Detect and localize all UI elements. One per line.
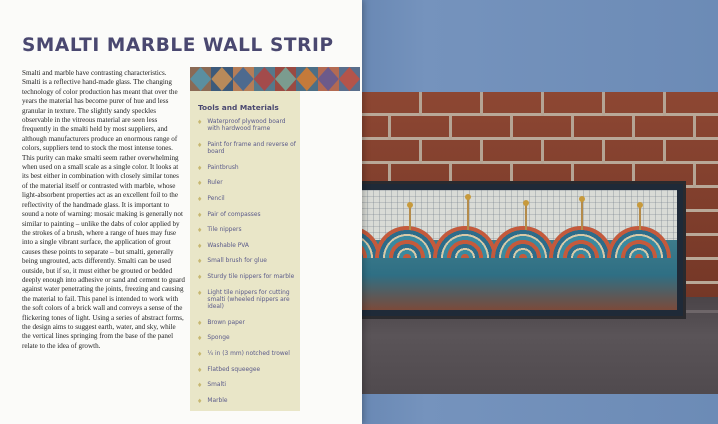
diamond-tile: [190, 67, 211, 91]
diamond-bullet-icon: ♦: [197, 289, 203, 297]
mosaic-bulb: [523, 200, 529, 206]
diamond-bullet-icon: ♦: [197, 319, 203, 327]
diamond-bullet-icon: ♦: [197, 273, 203, 281]
tool-item: [197, 258, 297, 265]
mosaic-bulb: [579, 196, 585, 202]
tool-item-label: Small brush for glue: [207, 258, 267, 265]
body-paragraph: Smalti and marble have contrasting characteristics. Smalti is a reflective hand-made glass. The changing technology of color production has meant that over the years the material has become purer of hue and less granular in texture. The slightly sandy speckles observable in the vitreous material are seen less frequently in the smalti held by most suppliers, and although manufacturers produce an enormous range of colors, suppliers tend to stock the most intense tones. This purity can make smalti seem rather overwhelming when used on a small scale as a single color. It looks at its best either in combination with closely similar tones of the material itself or contrasted with marble, whose light-absorbent properties act as an excellent foil to the reflectivity of the handmade glass. It is important to sound a note of warning: mosaic making is generally not similar to painting – unlike the dabs of color applied by the strokes of a brush, where a range of hues may fuse into a single vibrant surface, the application of grout causes these points to separate – but smalti, generally being ungrouted, acts differently. Smalti can be used outside, but if so, it must either be grouted or bedded deeply enough into adhesive or sand and cement to guard against water penetrating the joints, freezing and causing the material to fail. This panel is intended to work with the soft colors of a brick wall and conveys a sense of the flickering tones of light. Using a series of abstract forms, the design aims to suggest earth, water, and sky, while the vertical lines springing from the base of the panel relate to the idea of growth.: [22, 69, 185, 350]
tool-item: [197, 142, 297, 157]
tool-item: [197, 335, 297, 342]
diamond-tile: [296, 67, 317, 91]
tool-item: [197, 382, 297, 389]
tool-item: [197, 165, 297, 172]
tool-item-label: Light tile nippers for cutting smalti (wheeled nippers are ideal): [207, 289, 290, 311]
tool-item-label: Smalti: [207, 382, 227, 389]
tool-item: [197, 227, 297, 234]
diamond-tile: [275, 67, 296, 91]
tool-item: [197, 290, 297, 312]
diamond-bullet-icon: ♦: [197, 164, 203, 172]
diamond-tile: [318, 67, 339, 91]
tool-item: [197, 320, 297, 327]
tool-item: [197, 367, 297, 374]
diamond-tile: [339, 67, 360, 91]
brick-row: [300, 92, 718, 116]
tool-item-label: ¼ in (3 mm) notched trowel: [207, 350, 290, 357]
tool-item-label: Pencil: [207, 195, 225, 202]
mosaic-stem: [525, 204, 527, 230]
mosaic-panel: [310, 181, 686, 319]
diamond-bullet-icon: ♦: [197, 350, 203, 358]
body-text: [22, 69, 186, 351]
tool-item-label: Tile nippers: [207, 227, 242, 234]
tool-item-label: Flatbed squeegee: [207, 366, 261, 373]
tool-item: [197, 119, 297, 134]
diamond-bullet-icon: ♦: [197, 227, 203, 235]
diamond-bullet-icon: ♦: [197, 141, 203, 149]
tool-item: [197, 243, 297, 250]
tool-item-label: Pair of compasses: [207, 211, 261, 218]
diamond-bullet-icon: ♦: [197, 180, 203, 188]
tool-item: [197, 180, 297, 187]
mosaic-stem: [409, 206, 411, 230]
tool-item: [197, 212, 297, 219]
tool-item-label: Sponge: [207, 335, 230, 342]
mosaic-stem: [581, 200, 583, 230]
mosaic-bulb: [407, 202, 413, 208]
diamond-bullet-icon: ♦: [197, 195, 203, 203]
tool-item-label: Waterproof plywood board with hardwood frame: [207, 119, 286, 133]
diamond-bullet-icon: ♦: [197, 397, 203, 405]
diamond-bullet-icon: ♦: [197, 335, 203, 343]
tool-item: [197, 398, 297, 405]
tool-item: [197, 351, 297, 358]
diamond-tile: [233, 67, 254, 91]
brick-row: [300, 116, 718, 140]
diamond-bullet-icon: ♦: [197, 258, 203, 266]
diamond-bullet-icon: ♦: [197, 211, 203, 219]
tool-item-label: Brown paper: [207, 319, 245, 326]
tool-item: [197, 274, 297, 281]
tool-item-label: Paintbrush: [207, 164, 239, 171]
tool-item-label: Washable PVA: [207, 242, 249, 249]
diamond-tile: [254, 67, 275, 91]
tool-item: [197, 196, 297, 203]
diamond-tile: [211, 67, 232, 91]
diamond-bullet-icon: ♦: [197, 382, 203, 390]
tool-item-label: Paint for frame and reverse of board: [207, 141, 296, 156]
mosaic-bulb: [465, 194, 471, 200]
mosaic-stem: [467, 198, 469, 230]
tool-item-label: Sturdy tile nippers for marble: [207, 273, 295, 280]
diamond-bullet-icon: ♦: [197, 119, 203, 126]
diamond-bullet-icon: ♦: [197, 366, 203, 374]
tools-list: [197, 119, 297, 413]
diamond-bullet-icon: ♦: [197, 242, 203, 250]
tool-item-label: Ruler: [207, 180, 223, 187]
mosaic-bulb: [637, 202, 643, 208]
diamond-border: [190, 67, 360, 91]
page-title: SMALTI MARBLE WALL STRIP: [22, 35, 334, 56]
tools-heading: Tools and Materials: [198, 103, 279, 112]
mosaic-stem: [639, 206, 641, 230]
brick-row: [300, 140, 718, 164]
tool-item-label: Marble: [207, 397, 228, 404]
